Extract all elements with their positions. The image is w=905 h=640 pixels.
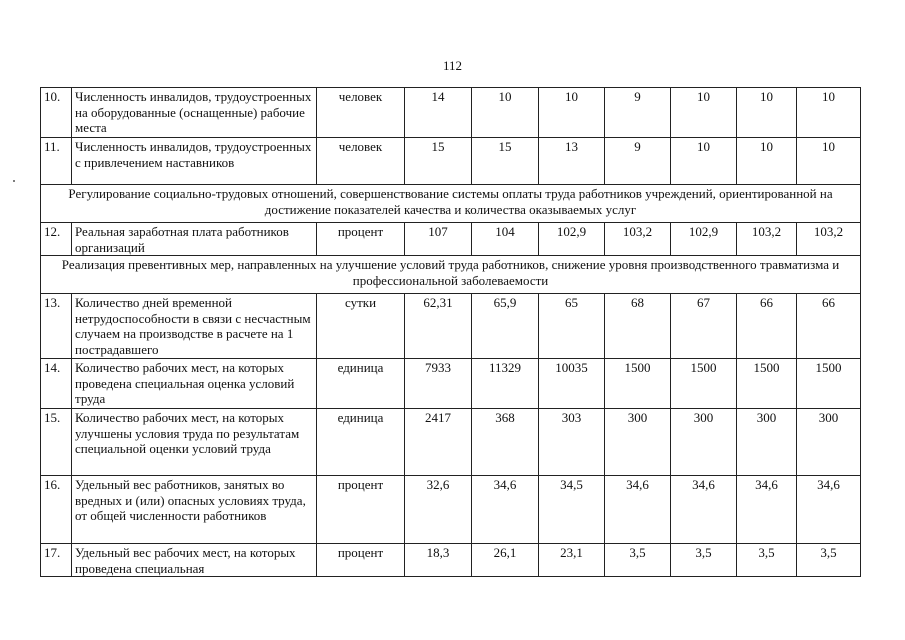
row-number: 11. (41, 138, 72, 185)
unit-cell: человек (317, 138, 405, 185)
indicators-table (40, 87, 861, 577)
value-cell: 10035 (539, 359, 605, 409)
value-cell: 9 (605, 138, 671, 185)
row-number: 10. (41, 88, 72, 138)
indicator-name: Численность инвалидов, трудоустроенных на оборудованные (оснащенные) рабочие места (72, 88, 317, 138)
value-cell: 10 (797, 138, 861, 185)
value-cell: 10 (737, 88, 797, 138)
row-number: 15. (41, 409, 72, 476)
value-cell: 13 (539, 138, 605, 185)
value-cell: 102,9 (539, 223, 605, 256)
value-cell: 10 (737, 138, 797, 185)
value-cell: 303 (539, 409, 605, 476)
section-header-row (41, 256, 861, 294)
indicator-name: Реальная заработная плата работников организаций (72, 223, 317, 256)
value-cell: 103,2 (797, 223, 861, 256)
value-cell: 34,6 (737, 476, 797, 544)
value-cell: 2417 (405, 409, 472, 476)
value-cell: 10 (539, 88, 605, 138)
value-cell: 14 (405, 88, 472, 138)
row-number: 17. (41, 544, 72, 577)
unit-cell: человек (317, 88, 405, 138)
unit-cell: единица (317, 409, 405, 476)
value-cell: 65,9 (472, 294, 539, 359)
value-cell: 26,1 (472, 544, 539, 577)
unit-cell: процент (317, 223, 405, 256)
table-row (41, 544, 861, 577)
value-cell: 3,5 (737, 544, 797, 577)
value-cell: 34,6 (671, 476, 737, 544)
section-header-row (41, 185, 861, 223)
value-cell: 10 (797, 88, 861, 138)
page-number: 112 (442, 58, 463, 73)
unit-cell: единица (317, 359, 405, 409)
value-cell: 34,6 (605, 476, 671, 544)
value-cell: 66 (797, 294, 861, 359)
table-row (41, 294, 861, 359)
value-cell: 300 (737, 409, 797, 476)
value-cell: 15 (405, 138, 472, 185)
value-cell: 34,5 (539, 476, 605, 544)
value-cell: 1500 (671, 359, 737, 409)
value-cell: 18,3 (405, 544, 472, 577)
value-cell: 67 (671, 294, 737, 359)
value-cell: 300 (671, 409, 737, 476)
unit-cell: процент (317, 476, 405, 544)
indicator-name: Количество рабочих мест, на которых улучшены условия труда по результатам специальной оценки условий труда (72, 409, 317, 476)
value-cell: 66 (737, 294, 797, 359)
value-cell: 1500 (737, 359, 797, 409)
value-cell: 103,2 (737, 223, 797, 256)
value-cell: 102,9 (671, 223, 737, 256)
value-cell: 10 (472, 88, 539, 138)
indicator-name: Удельный вес рабочих мест, на которых проведена специальная (72, 544, 317, 577)
value-cell: 10 (671, 88, 737, 138)
value-cell: 3,5 (605, 544, 671, 577)
value-cell: 32,6 (405, 476, 472, 544)
value-cell: 3,5 (671, 544, 737, 577)
indicator-name: Удельный вес работников, занятых во вредных и (или) опасных условиях труда, от общей численности работников (72, 476, 317, 544)
unit-cell: процент (317, 544, 405, 577)
value-cell: 34,6 (797, 476, 861, 544)
value-cell: 11329 (472, 359, 539, 409)
value-cell: 1500 (605, 359, 671, 409)
row-number: 13. (41, 294, 72, 359)
value-cell: 23,1 (539, 544, 605, 577)
value-cell: 300 (605, 409, 671, 476)
value-cell: 7933 (405, 359, 472, 409)
table-row (41, 223, 861, 256)
value-cell: 3,5 (797, 544, 861, 577)
value-cell: 34,6 (472, 476, 539, 544)
row-number: 14. (41, 359, 72, 409)
unit-cell: сутки (317, 294, 405, 359)
section-header: Регулирование социально-трудовых отношений, совершенствование системы оплаты труда работников учреждений, ориентированной на достижение показателей качества и количества оказываемых услуг (41, 185, 861, 223)
value-cell: 107 (405, 223, 472, 256)
value-cell: 103,2 (605, 223, 671, 256)
table-row (41, 409, 861, 476)
value-cell: 368 (472, 409, 539, 476)
value-cell: 68 (605, 294, 671, 359)
indicator-name: Количество дней временной нетрудоспособности в связи с несчастным случаем на производстве в расчете на 1 пострадавшего (72, 294, 317, 359)
value-cell: 10 (671, 138, 737, 185)
scan-artifact (13, 180, 15, 182)
section-header: Реализация превентивных мер, направленных на улучшение условий труда работников, снижение уровня производственного травматизма и профессиональной заболеваемости (41, 256, 861, 294)
indicator-name: Количество рабочих мест, на которых проведена специальная оценка условий труда (72, 359, 317, 409)
row-number: 16. (41, 476, 72, 544)
value-cell: 9 (605, 88, 671, 138)
value-cell: 15 (472, 138, 539, 185)
row-number: 12. (41, 223, 72, 256)
value-cell: 1500 (797, 359, 861, 409)
value-cell: 300 (797, 409, 861, 476)
table-row (41, 88, 861, 138)
table-row (41, 138, 861, 185)
table-row (41, 476, 861, 544)
value-cell: 104 (472, 223, 539, 256)
value-cell: 65 (539, 294, 605, 359)
value-cell: 62,31 (405, 294, 472, 359)
table-row (41, 359, 861, 409)
indicator-name: Численность инвалидов, трудоустроенных с привлечением наставников (72, 138, 317, 185)
table-body (41, 88, 861, 577)
